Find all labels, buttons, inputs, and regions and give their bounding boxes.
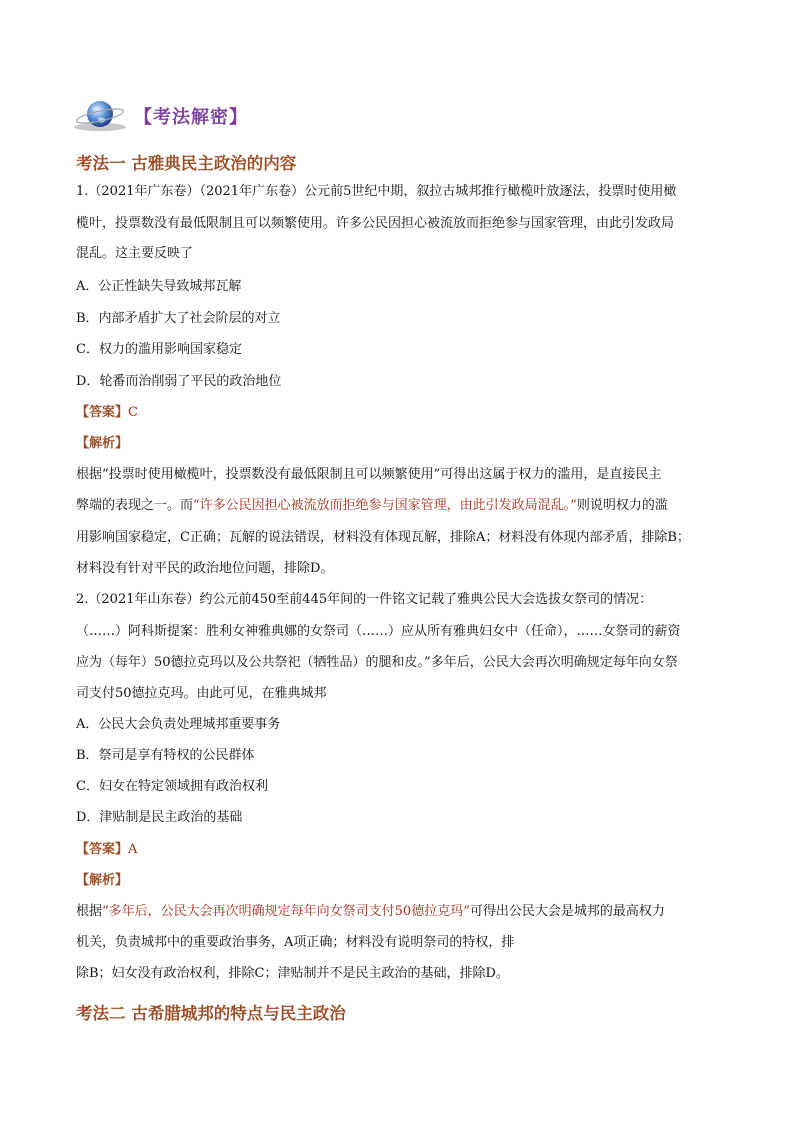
- q2-stem-line-1: 2.（2021年山东卷）约公元前450至前445年间的一件铭文记载了雅典公民大会选拔女祭司的情况：: [76, 592, 653, 607]
- q2-option-a: A．公民大会负责处理城邦重要事务: [76, 717, 281, 732]
- quote-text: “许多公民因担心被流放而拒绝参与国家管理，由此引发政局混乱。”: [193, 498, 577, 513]
- answer-tag: 【答案】: [76, 405, 129, 420]
- q1-analysis-line-1: [76, 467, 736, 483]
- q1-stem-line-3: 混乱。这主要反映了: [76, 246, 194, 261]
- q2-stem-line-2: （……）阿科斯提案：胜利女神雅典娜的女祭司（……）应从所有雅典妇女中（任命），……女祭司的薪资: [76, 624, 681, 639]
- section-heading-2: 考法二 古希腊城邦的特点与民主政治: [76, 1004, 346, 1023]
- q1-option-a: A．公正性缺失导致城邦瓦解: [76, 279, 242, 294]
- analysis-tag: 【解析】: [76, 436, 129, 451]
- q1-option-c: C．权力的滥用影响国家稳定: [76, 342, 242, 357]
- q1-analysis-tag: [76, 436, 736, 452]
- q1-option-b: B．内部矛盾扩大了社会阶层的对立: [76, 311, 281, 326]
- q1-answer: [76, 405, 736, 421]
- text: 弊端的表现之一。而: [76, 498, 194, 513]
- q2-analysis-line-1: [76, 904, 736, 920]
- q1-analysis-line-4: 材料没有针对平民的政治地位问题，排除D。: [76, 561, 334, 576]
- answer-value: A: [128, 842, 138, 857]
- q2-stem-line-3: 应为（每年）50德拉克玛以及公共祭祀（牺牲品）的腿和皮。”多年后，公民大会再次明确规定每年向女祭: [76, 655, 678, 670]
- q1-option-d: D．轮番而治削弱了平民的政治地位: [76, 374, 282, 389]
- banner-title: 【考法解密】: [134, 107, 248, 128]
- q2-analysis-line-2: 机关，负责城邦中的重要政治事务，A项正确；材料没有说明祭司的特权，排: [76, 935, 515, 950]
- answer-value: C: [128, 405, 138, 420]
- text: 可得出公民大会是城邦的最高权力: [469, 904, 665, 919]
- text: 可得出这属于权力的滥用，是直接民主: [440, 467, 662, 482]
- quote-text: “多年后，公民大会再次明确规定每年向女祭司支付50德拉克玛”: [102, 904, 470, 919]
- text: 根据: [76, 904, 103, 919]
- q2-option-b: B．祭司是享有特权的公民群体: [76, 748, 255, 763]
- answer-tag: 【答案】: [76, 842, 129, 857]
- analysis-tag: 【解析】: [76, 873, 129, 888]
- q1-analysis-line-3: 用影响国家稳定，C正确；瓦解的说法错误，材料没有体现瓦解，排除A；材料没有体现内部矛盾，排除B；: [76, 530, 690, 545]
- q2-option-c: C．妇女在特定领域拥有政治权利: [76, 779, 268, 794]
- globe-icon: [72, 96, 136, 136]
- q2-analysis-tag: [76, 873, 736, 889]
- q2-analysis-line-3: 除B；妇女没有政治权利，排除C；津贴制并不是民主政治的基础，排除D。: [76, 966, 509, 981]
- section-heading-1: 考法一 古雅典民主政治的内容: [76, 154, 297, 173]
- q2-option-d: D．津贴制是民主政治的基础: [76, 810, 243, 825]
- q2-stem-line-4: 司支付50德拉克玛。由此可见，在雅典城邦: [76, 686, 327, 701]
- text: 根据: [76, 467, 103, 482]
- q1-stem-line-2: 榄叶，投票数没有最低限制且可以频繁使用。许多公民因担心被流放而拒绝参与国家管理，由此引发政局: [76, 216, 675, 231]
- q1-stem-line-1: 1.（2021年广东卷）（2021年广东卷）公元前5世纪中期，叙拉古城邦推行橄榄叶放逐法，投票时使用橄: [76, 184, 677, 199]
- quote-text: “投票时使用橄榄叶，投票数没有最低限制且可以频繁使用”: [102, 467, 441, 482]
- q2-answer: [76, 842, 736, 858]
- q1-analysis-line-2: [76, 498, 736, 514]
- text: 则说明权力的滥: [576, 498, 668, 513]
